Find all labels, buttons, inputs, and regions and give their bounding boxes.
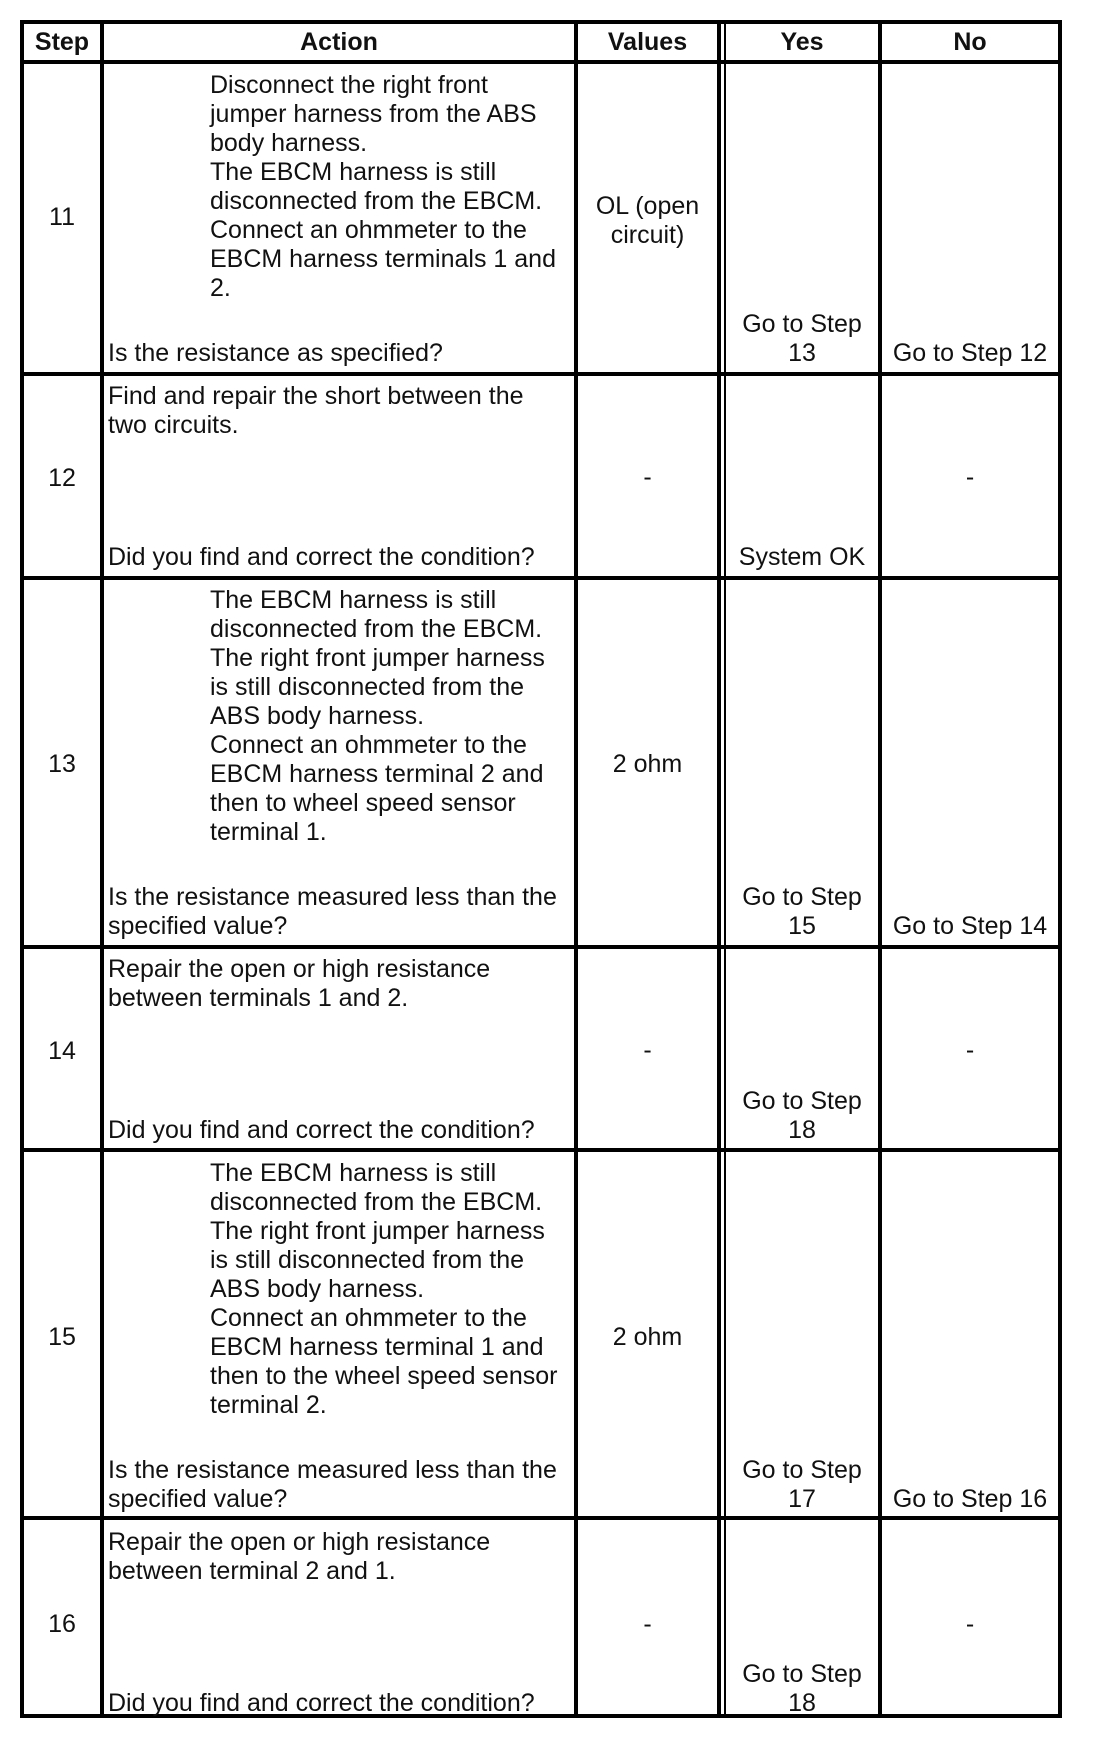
step-number: 11 — [49, 203, 75, 231]
yes-cell: Go to Step 18 — [742, 1087, 862, 1144]
row-divider — [20, 945, 1062, 949]
no-cell: Go to Step 12 — [892, 339, 1048, 367]
action-question: Is the resistance measured less than the specified value? — [108, 1456, 557, 1513]
row-divider — [20, 1516, 1062, 1520]
no-cell: - — [965, 463, 975, 491]
action-question: Is the resistance as specified? — [108, 339, 443, 367]
action-instructions: Repair the open or high resistance between terminals 1 and 2. — [108, 955, 491, 1012]
step-number: 15 — [48, 1323, 76, 1351]
value-cell: - — [643, 1610, 652, 1638]
no-cell: - — [965, 1036, 975, 1064]
action-instructions: Find and repair the short between the two circuits. — [108, 382, 524, 439]
table-border-right — [1058, 20, 1062, 1718]
table-border-left — [20, 20, 24, 1718]
header-action: Action — [300, 28, 378, 56]
diagnostic-table — [20, 20, 1062, 1718]
header-values: Values — [607, 28, 688, 56]
step-number: 16 — [48, 1610, 76, 1638]
value-cell: 2 ohm — [612, 1323, 683, 1351]
action-question: Did you find and correct the condition? — [108, 1116, 535, 1144]
column-divider — [878, 20, 882, 1718]
value-cell: OL (open circuit) — [595, 192, 700, 249]
column-divider — [717, 20, 721, 1718]
column-divider — [100, 20, 104, 1718]
yes-cell: Go to Step 17 — [742, 1456, 862, 1513]
yes-cell: Go to Step 13 — [742, 310, 862, 367]
action-instructions: Disconnect the right front jumper harness from the ABS body harness. The EBCM harness is still disconnected from the EBCM. Connect an ohmmeter to the EBCM harness terminals 1 and 2. — [210, 71, 556, 302]
value-cell: - — [643, 1036, 652, 1064]
step-number: 14 — [48, 1037, 76, 1065]
header-no: No — [953, 28, 987, 56]
action-instructions: The EBCM harness is still disconnected from the EBCM. The right front jumper harness is still disconnected from the ABS body harness. Connect an ohmmeter to the EBCM harness terminal 2 and then to wheel speed sensor terminal 1. — [210, 586, 545, 846]
row-divider — [20, 372, 1062, 376]
no-cell: Go to Step 14 — [892, 912, 1048, 940]
action-instructions: Repair the open or high resistance between terminal 2 and 1. — [108, 1528, 491, 1585]
column-divider — [574, 20, 578, 1718]
step-number: 13 — [48, 750, 76, 778]
header-yes: Yes — [780, 28, 824, 56]
no-cell: Go to Step 16 — [892, 1485, 1048, 1513]
action-question: Did you find and correct the condition? — [108, 543, 535, 571]
action-instructions: The EBCM harness is still disconnected from the EBCM. The right front jumper harness is still disconnected from the ABS body harness. Connect an ohmmeter to the EBCM harness terminal 1 and then to the wheel speed sensor terminal 2. — [210, 1159, 558, 1419]
yes-cell: Go to Step 15 — [742, 883, 862, 940]
header-step: Step — [34, 28, 90, 56]
value-cell: - — [643, 463, 652, 491]
action-question: Is the resistance measured less than the specified value? — [108, 883, 557, 940]
row-divider — [20, 576, 1062, 580]
row-divider — [20, 1148, 1062, 1152]
value-cell: 2 ohm — [612, 750, 683, 778]
yes-cell: Go to Step 18 — [742, 1660, 862, 1717]
yes-cell: System OK — [738, 543, 866, 571]
no-cell: - — [965, 1610, 975, 1638]
action-question: Did you find and correct the condition? — [108, 1689, 535, 1717]
step-number: 12 — [48, 464, 76, 492]
